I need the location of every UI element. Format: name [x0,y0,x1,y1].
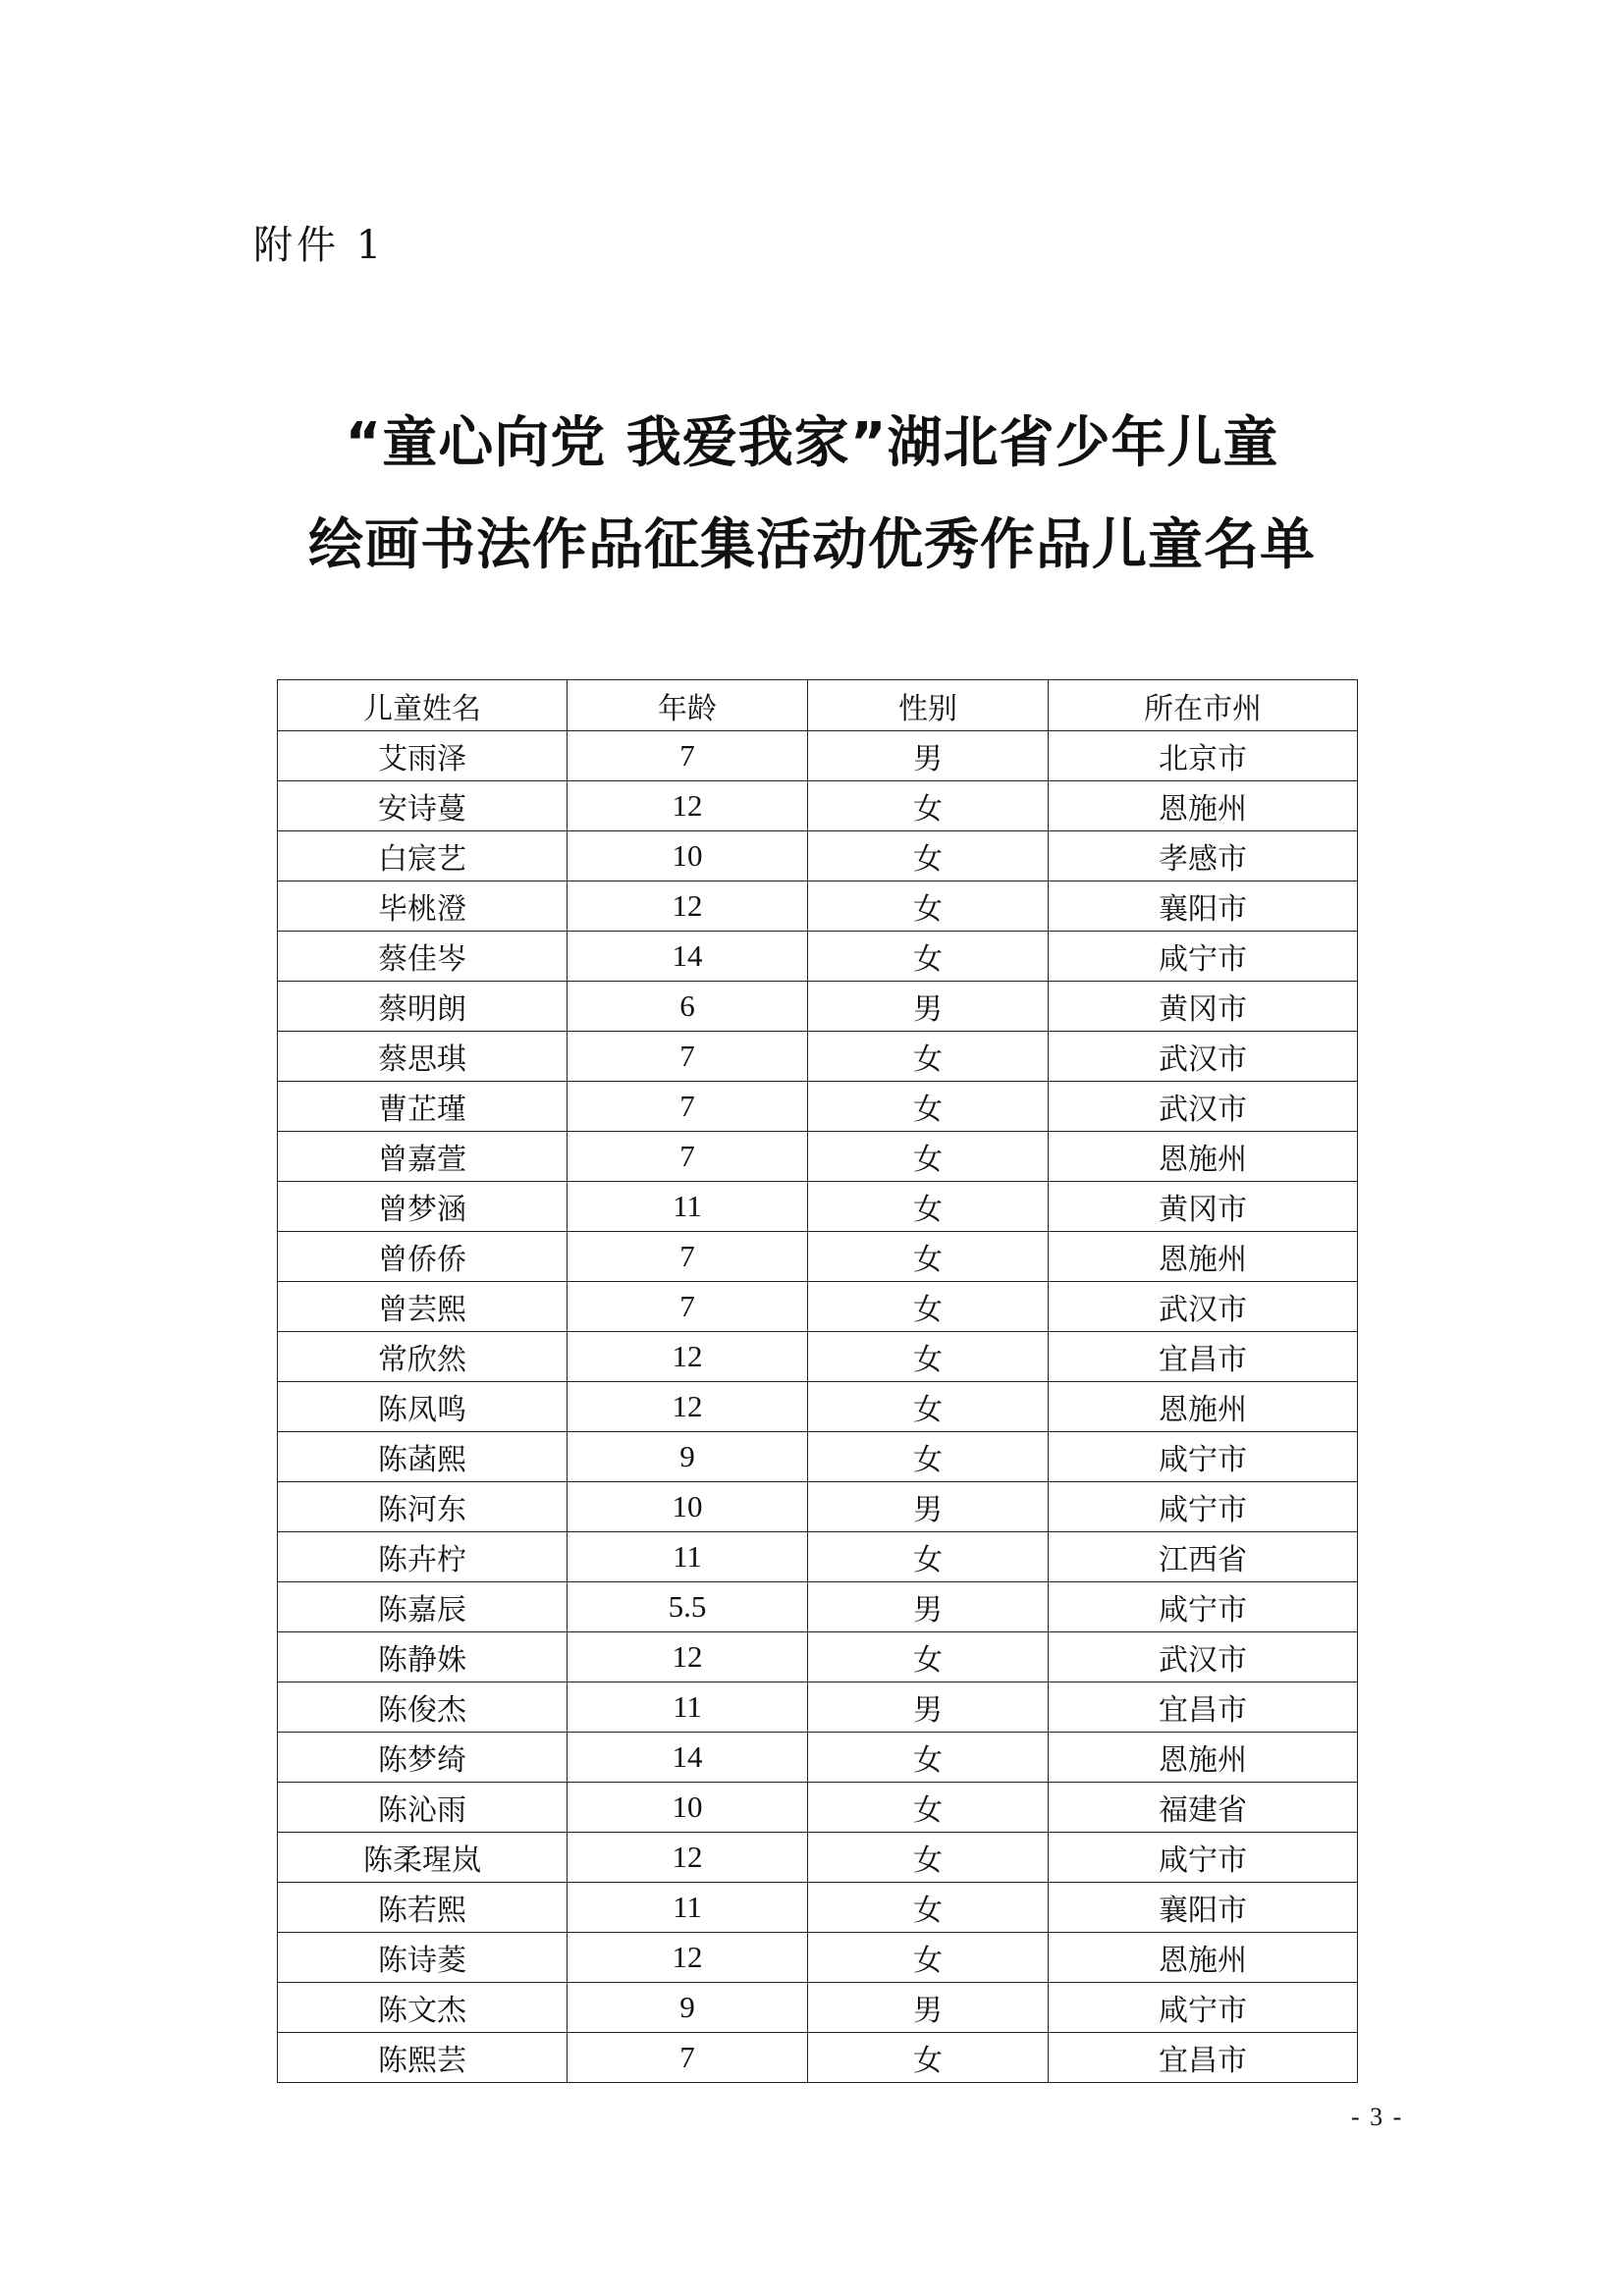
attachment-label: 附件 1 [253,223,386,268]
cell-gender: 女 [808,1933,1049,1983]
table-row [278,1833,1358,1883]
cell-name: 曾侨侨 [278,1232,568,1282]
cell-gender: 男 [808,731,1049,781]
column-header-city: 所在市州 [1049,680,1358,731]
table-row [278,932,1358,982]
cell-city: 襄阳市 [1049,881,1358,932]
cell-city: 恩施州 [1049,1933,1358,1983]
cell-gender: 女 [808,831,1049,881]
cell-age: 6 [568,982,808,1032]
table-row [278,1382,1358,1432]
cell-gender: 女 [808,932,1049,982]
cell-city: 宜昌市 [1049,2033,1358,2083]
cell-gender: 男 [808,1582,1049,1632]
cell-name: 安诗蔓 [278,781,568,831]
cell-gender: 女 [808,1082,1049,1132]
table-row [278,2033,1358,2083]
cell-name: 曾梦涵 [278,1182,568,1232]
table-row [278,1132,1358,1182]
table-body [278,731,1358,2083]
cell-city: 福建省 [1049,1783,1358,1833]
cell-age: 14 [568,932,808,982]
table-row [278,831,1358,881]
table-row [278,1783,1358,1833]
table-row [278,1482,1358,1532]
cell-city: 咸宁市 [1049,1983,1358,2033]
table-row [278,1883,1358,1933]
table-row [278,881,1358,932]
cell-age: 7 [568,731,808,781]
cell-gender: 女 [808,1332,1049,1382]
cell-gender: 女 [808,1632,1049,1682]
cell-gender: 女 [808,1783,1049,1833]
cell-age: 12 [568,781,808,831]
cell-age: 9 [568,1432,808,1482]
cell-age: 11 [568,1883,808,1933]
cell-gender: 女 [808,1282,1049,1332]
cell-name: 曹芷瑾 [278,1082,568,1132]
cell-age: 7 [568,1082,808,1132]
cell-city: 江西省 [1049,1532,1358,1582]
cell-city: 武汉市 [1049,1632,1358,1682]
cell-city: 孝感市 [1049,831,1358,881]
cell-age: 14 [568,1733,808,1783]
cell-gender: 女 [808,1883,1049,1933]
column-header-name: 儿童姓名 [278,680,568,731]
cell-age: 9 [568,1983,808,2033]
cell-name: 陈柔瑆岚 [278,1833,568,1883]
cell-gender: 男 [808,1682,1049,1733]
cell-age: 7 [568,1132,808,1182]
cell-city: 咸宁市 [1049,932,1358,982]
cell-city: 武汉市 [1049,1282,1358,1332]
table-row [278,1682,1358,1733]
table-row [278,1082,1358,1132]
cell-gender: 男 [808,1983,1049,2033]
cell-name: 陈沁雨 [278,1783,568,1833]
cell-gender: 女 [808,1382,1049,1432]
document-title-line-1: “童心向党 我爱我家”湖北省少年儿童 [345,411,1279,475]
cell-name: 陈凤鸣 [278,1382,568,1432]
cell-name: 陈文杰 [278,1983,568,2033]
table-row [278,1582,1358,1632]
cell-gender: 女 [808,881,1049,932]
cell-city: 宜昌市 [1049,1682,1358,1733]
cell-city: 恩施州 [1049,1733,1358,1783]
cell-name: 蔡明朗 [278,982,568,1032]
cell-city: 恩施州 [1049,1232,1358,1282]
cell-name: 陈嘉辰 [278,1582,568,1632]
table-row [278,1182,1358,1232]
document-title-line-2: 绘画书法作品征集活动优秀作品儿童名单 [308,513,1316,577]
cell-gender: 女 [808,1733,1049,1783]
table-row [278,982,1358,1032]
table-row [278,1632,1358,1682]
cell-age: 7 [568,2033,808,2083]
cell-city: 黄冈市 [1049,982,1358,1032]
cell-age: 12 [568,881,808,932]
cell-city: 宜昌市 [1049,1332,1358,1382]
cell-age: 11 [568,1182,808,1232]
cell-age: 7 [568,1232,808,1282]
cell-name: 曾嘉萱 [278,1132,568,1182]
cell-name: 艾雨泽 [278,731,568,781]
table-row [278,1733,1358,1783]
cell-age: 5.5 [568,1582,808,1632]
cell-age: 12 [568,1332,808,1382]
cell-age: 12 [568,1382,808,1432]
award-list-table [277,679,1358,2083]
cell-name: 陈卉柠 [278,1532,568,1582]
cell-gender: 男 [808,1482,1049,1532]
cell-name: 蔡佳岑 [278,932,568,982]
cell-city: 武汉市 [1049,1082,1358,1132]
cell-name: 陈梦绮 [278,1733,568,1783]
column-header-gender: 性别 [808,680,1049,731]
table-row [278,781,1358,831]
cell-age: 11 [568,1532,808,1582]
cell-city: 武汉市 [1049,1032,1358,1082]
table-header-row [278,680,1358,731]
cell-gender: 女 [808,1833,1049,1883]
cell-age: 7 [568,1282,808,1332]
cell-name: 蔡思琪 [278,1032,568,1082]
cell-name: 陈静姝 [278,1632,568,1682]
cell-name: 曾芸熙 [278,1282,568,1332]
cell-city: 恩施州 [1049,1132,1358,1182]
cell-gender: 女 [808,1132,1049,1182]
cell-name: 陈若熙 [278,1883,568,1933]
cell-age: 12 [568,1833,808,1883]
table-row [278,1032,1358,1082]
cell-gender: 男 [808,982,1049,1032]
cell-age: 12 [568,1632,808,1682]
cell-city: 黄冈市 [1049,1182,1358,1232]
cell-gender: 女 [808,1232,1049,1282]
cell-city: 襄阳市 [1049,1883,1358,1933]
cell-city: 咸宁市 [1049,1833,1358,1883]
cell-name: 陈菡熙 [278,1432,568,1482]
table-row [278,1332,1358,1382]
column-header-age: 年龄 [568,680,808,731]
cell-age: 10 [568,1482,808,1532]
cell-city: 咸宁市 [1049,1482,1358,1532]
table-row [278,1532,1358,1582]
page-number: - 3 - [1351,2103,1404,2131]
cell-name: 陈诗菱 [278,1933,568,1983]
cell-age: 12 [568,1933,808,1983]
cell-city: 恩施州 [1049,1382,1358,1432]
cell-name: 陈熙芸 [278,2033,568,2083]
cell-city: 咸宁市 [1049,1582,1358,1632]
cell-name: 毕桃澄 [278,881,568,932]
table-row [278,1432,1358,1482]
cell-name: 常欣然 [278,1332,568,1382]
cell-gender: 女 [808,2033,1049,2083]
cell-name: 陈俊杰 [278,1682,568,1733]
cell-city: 北京市 [1049,731,1358,781]
cell-age: 7 [568,1032,808,1082]
table-row [278,1983,1358,2033]
cell-gender: 女 [808,1432,1049,1482]
table-row [278,1282,1358,1332]
cell-name: 白宸艺 [278,831,568,881]
cell-age: 10 [568,1783,808,1833]
table-row [278,1232,1358,1282]
cell-gender: 女 [808,781,1049,831]
cell-gender: 女 [808,1532,1049,1582]
cell-age: 11 [568,1682,808,1733]
cell-city: 咸宁市 [1049,1432,1358,1482]
table-row [278,1933,1358,1983]
cell-age: 10 [568,831,808,881]
cell-gender: 女 [808,1182,1049,1232]
cell-gender: 女 [808,1032,1049,1082]
table-row [278,731,1358,781]
cell-city: 恩施州 [1049,781,1358,831]
cell-name: 陈河东 [278,1482,568,1532]
